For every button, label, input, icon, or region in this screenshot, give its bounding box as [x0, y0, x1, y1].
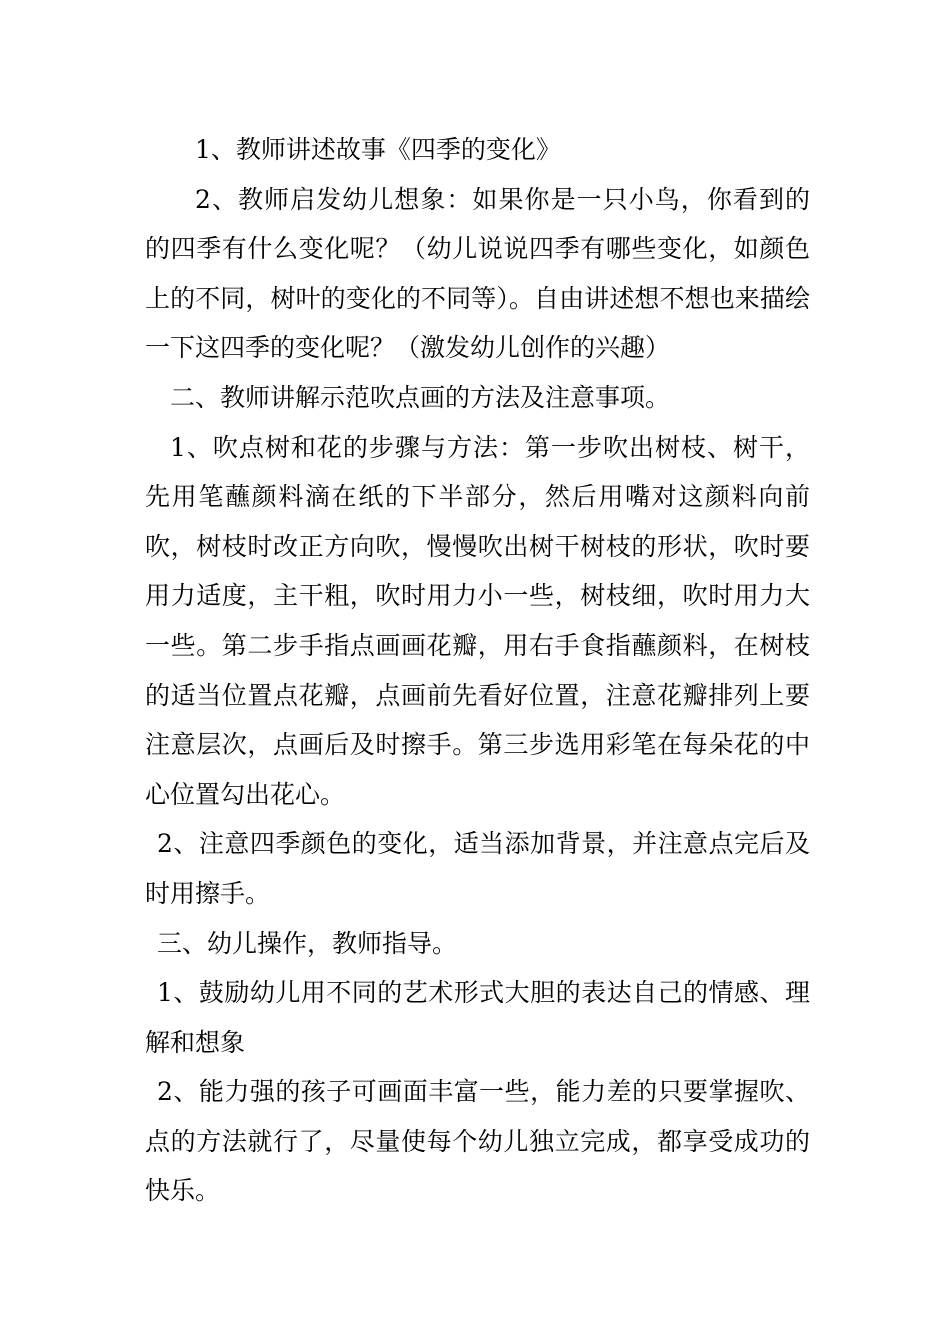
document-body	[145, 125, 810, 1216]
paragraph-story: 1、教师讲述故事《四季的变化》	[195, 135, 561, 164]
section-heading-operation: 三、幼儿操作，教师指导。	[157, 928, 458, 958]
paragraph-ability: 2、能力强的孩子可画面丰富一些，能力差的只要掌握吹、点的方法就行了，尽量使每个幼儿独立完成，都享受成功的快乐。	[145, 1077, 810, 1206]
paragraph-encourage: 1、鼓励幼儿用不同的艺术形式大胆的表达自己的情感、理解和想象	[145, 978, 810, 1057]
paragraph-season-colors: 2、注意四季颜色的变化，适当添加背景，并注意点完后及时用擦手。	[145, 829, 810, 908]
paragraph-blow-method: 1、吹点树和花的步骤与方法：第一步吹出树枝、树干，先用笔蘸颜料滴在纸的下半部分，然后用嘴对这颜料向前吹，树枝时改正方向吹，慢慢吹出树干树枝的形状，吹时要用力适度，主干粗，吹时用力小一些，树枝细，吹时用力大一些。第二步手指点画画花瓣，用右手食指蘸颜料，在树枝的适当位置点花瓣，点画前先看好位置，注意花瓣排列上要注意层次，点画后及时擦手。第三步选用彩笔在每朵花的中心位置勾出花心。	[145, 432, 810, 809]
paragraph-imagination: 2、教师启发幼儿想象：如果你是一只小鸟，你看到的的四季有什么变化呢？（幼儿说说四季有哪些变化，如颜色上的不同，树叶的变化的不同等）。自由讲述想不想也来描绘一下这四季的变化呢？（激发幼儿创作的兴趣）	[145, 184, 810, 363]
section-heading-demonstration: 二、教师讲解示范吹点画的方法及注意事项。	[170, 382, 671, 412]
